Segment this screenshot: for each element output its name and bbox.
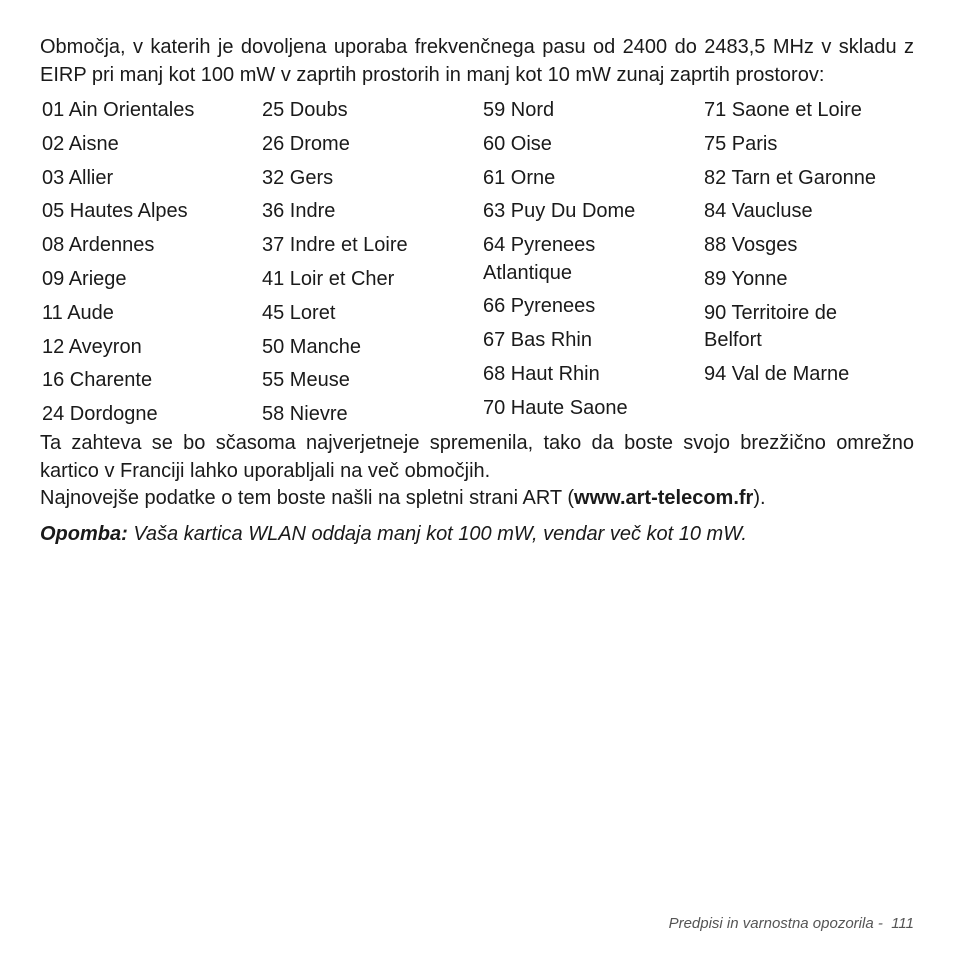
department-item: 90 Territoire de Belfort bbox=[704, 301, 838, 352]
department-item: 89 Yonne bbox=[704, 267, 788, 290]
department-column-1 bbox=[42, 97, 257, 435]
department-item: 75 Paris bbox=[704, 132, 778, 155]
department-item: 70 Haute Saone bbox=[483, 396, 628, 419]
department-item: 03 Allier bbox=[42, 166, 114, 189]
department-item: 50 Manche bbox=[262, 335, 361, 358]
department-item: 26 Drome bbox=[262, 132, 350, 155]
document-page bbox=[40, 34, 914, 548]
footer-section-title: Predpisi in varnostna opozorila - bbox=[668, 915, 883, 932]
department-item: 41 Loir et Cher bbox=[262, 267, 395, 290]
department-item: 36 Indre bbox=[262, 200, 336, 223]
note-paragraph bbox=[40, 521, 914, 549]
department-item: 61 Orne bbox=[483, 166, 556, 189]
department-item: 66 Pyrenees bbox=[483, 295, 596, 318]
department-column-4 bbox=[704, 97, 919, 395]
department-item: 82 Tarn et Garonne bbox=[704, 166, 876, 189]
department-item: 08 Ardennes bbox=[42, 234, 155, 257]
department-item: 71 Saone et Loire bbox=[704, 99, 862, 121]
department-item: 94 Val de Marne bbox=[704, 363, 850, 386]
department-item: 02 Aisne bbox=[42, 132, 119, 155]
intro-paragraph: Območja, v katerih je dovoljena uporaba frekvenčnega pasu od 2400 do 2483,5 MHz v skladu z EIRP pri manj kot 100 mW v zaprtih prostorih in manj kot 10 mW zunaj zaprtih prostorov: bbox=[40, 36, 914, 86]
department-column-3 bbox=[483, 97, 698, 429]
department-item: 68 Haut Rhin bbox=[483, 363, 600, 386]
department-item: 16 Charente bbox=[42, 369, 153, 392]
note-text: Vaša kartica WLAN oddaja manj kot 100 mW, vendar več kot 10 mW. bbox=[127, 522, 747, 545]
info-suffix: ). bbox=[753, 487, 766, 509]
art-telecom-link[interactable]: www.art-telecom.fr bbox=[574, 487, 754, 509]
department-item: 55 Meuse bbox=[262, 369, 350, 392]
change-notice-paragraph: Ta zahteva se bo sčasoma najverjetneje spremenila, tako da boste svojo brezžično omrežno kartico v Franciji lahko uporabljali na več območjih. bbox=[40, 432, 914, 482]
department-item: 60 Oise bbox=[483, 132, 552, 155]
department-item: 05 Hautes Alpes bbox=[42, 200, 188, 223]
department-column-2 bbox=[262, 97, 477, 435]
department-item: 09 Ariege bbox=[42, 267, 127, 290]
department-item: 58 Nievre bbox=[262, 403, 348, 426]
closing-text bbox=[40, 430, 914, 548]
department-item: 25 Doubs bbox=[262, 99, 348, 121]
page-footer bbox=[669, 915, 914, 932]
department-item: 63 Puy Du Dome bbox=[483, 200, 636, 223]
department-item: 12 Aveyron bbox=[42, 335, 142, 358]
department-item: 59 Nord bbox=[483, 99, 555, 121]
department-item: 37 Indre et Loire bbox=[262, 234, 408, 257]
department-item: 64 Pyrenees Atlantique bbox=[483, 234, 596, 284]
department-item: 11 Aude bbox=[42, 301, 114, 324]
page-number: 111 bbox=[891, 915, 914, 932]
department-item: 67 Bas Rhin bbox=[483, 329, 592, 352]
department-item: 45 Loret bbox=[262, 301, 336, 324]
note-label: Opomba: bbox=[40, 522, 128, 545]
department-item: 32 Gers bbox=[262, 166, 334, 189]
info-line bbox=[40, 485, 914, 513]
department-item: 84 Vaucluse bbox=[704, 200, 813, 223]
department-item: 01 Ain Orientales bbox=[42, 99, 195, 121]
department-item: 24 Dordogne bbox=[42, 403, 158, 426]
info-prefix: Najnovejše podatke o tem boste našli na spletni strani ART ( bbox=[40, 487, 575, 509]
department-list bbox=[40, 97, 914, 429]
department-item: 88 Vosges bbox=[704, 234, 798, 257]
